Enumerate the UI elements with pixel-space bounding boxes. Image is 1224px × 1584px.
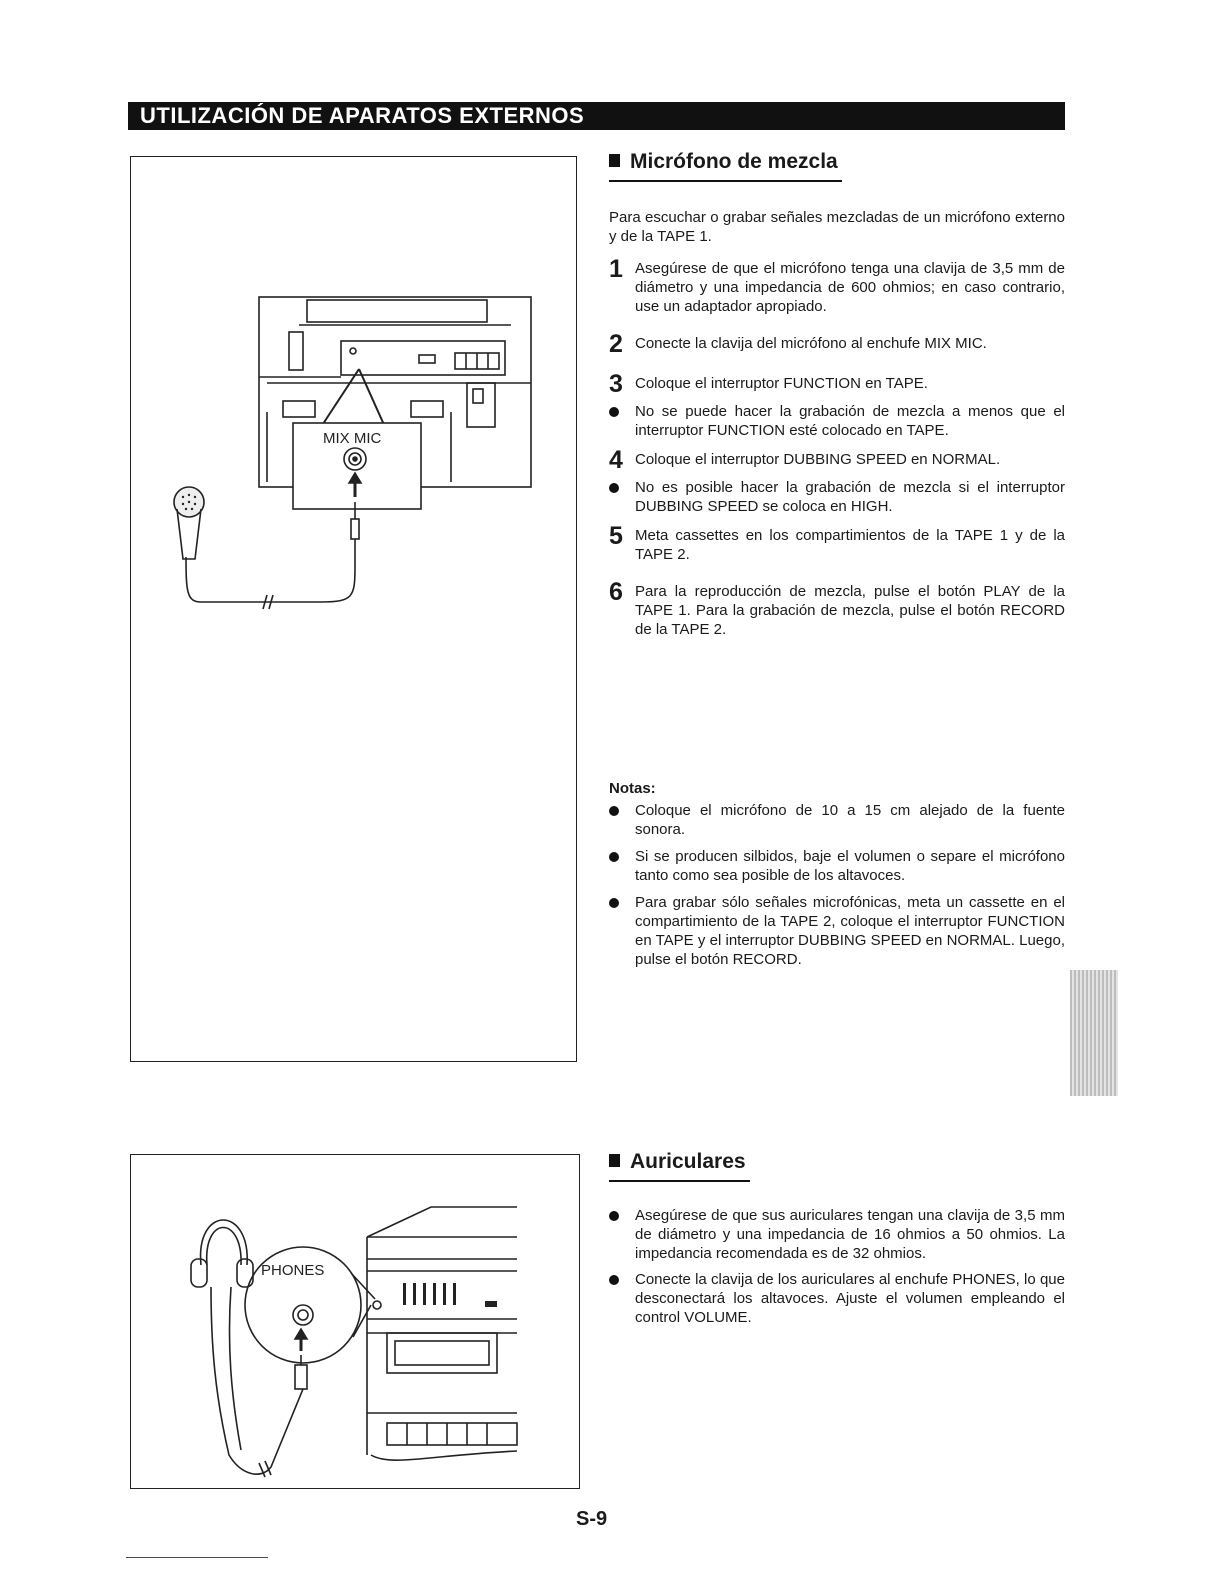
phones-item xyxy=(609,1206,1065,1263)
phones-section-title xyxy=(609,1150,750,1182)
notes-block xyxy=(609,780,1065,969)
note-item xyxy=(609,801,1065,839)
headphones-connection-figure xyxy=(130,1154,580,1489)
step-number: 3 xyxy=(609,370,623,398)
step-5 xyxy=(609,524,1065,564)
section-header-bar xyxy=(128,102,1065,130)
step-text: Conecte la clavija del micrófono al enchufe MIX MIC. xyxy=(635,335,987,352)
footer-rule xyxy=(126,1557,268,1558)
bullet-dot-icon xyxy=(609,1206,635,1263)
mic-intro-text: Para escuchar o grabar señales mezcladas de un micrófono externo y de la TAPE 1. xyxy=(609,209,1065,245)
step-text: Meta cassettes en los compartimientos de la TAPE 1 y de la TAPE 2. xyxy=(635,527,1065,563)
mic-section-title-text: Micrófono de mezcla xyxy=(630,150,838,173)
step-text: Para la reproducción de mezcla, pulse el botón PLAY de la TAPE 1. Para la grabación de mezcla, pulse el botón RECORD de la TAPE 2. xyxy=(635,583,1065,638)
step-text: Asegúrese de que el micrófono tenga una clavija de 3,5 mm de diámetro y una impedancia de 600 ohmios; en caso contrario, use un adaptador apropiado. xyxy=(635,260,1065,315)
bullet-dot-icon xyxy=(609,1270,635,1327)
note-item xyxy=(609,893,1065,969)
step-number: 4 xyxy=(609,446,623,474)
step-4-note xyxy=(609,478,1065,516)
note-text: No es posible hacer la grabación de mezcla si el interruptor DUBBING SPEED se coloca en HIGH. xyxy=(635,479,1065,515)
bullet-dot-icon xyxy=(609,402,635,440)
phones-item-text: Conecte la clavija de los auriculares al enchufe PHONES, lo que desconectará los altavoces. Ajuste el volumen empleando el control VOLUME. xyxy=(635,1271,1065,1326)
step-6 xyxy=(609,580,1065,639)
mix-mic-label: MIX MIC xyxy=(323,430,382,447)
step-number: 1 xyxy=(609,255,623,283)
phones-item-text: Asegúrese de que sus auriculares tengan una clavija de 3,5 mm de diámetro y una impedancia de 16 ohmios a 50 ohmios. La impedancia recomendada es de 32 ohmios. xyxy=(635,1207,1065,1262)
notes-label: Notas: xyxy=(609,780,656,797)
step-2 xyxy=(609,332,1065,356)
section-header-title: UTILIZACIÓN DE APARATOS EXTERNOS xyxy=(140,103,585,128)
step-text: Coloque el interruptor FUNCTION en TAPE. xyxy=(635,375,928,392)
note-item xyxy=(609,847,1065,885)
bullet-dot-icon xyxy=(609,801,635,839)
step-3-note xyxy=(609,402,1065,440)
phones-label: PHONES xyxy=(261,1262,325,1279)
mic-section-title xyxy=(609,150,842,182)
step-4 xyxy=(609,448,1065,472)
phones-section-title-text: Auriculares xyxy=(630,1150,746,1173)
step-1 xyxy=(609,257,1065,316)
page-number: S-9 xyxy=(576,1508,608,1530)
bullet-dot-icon xyxy=(609,847,635,885)
bullet-dot-icon xyxy=(609,478,635,516)
step-number: 6 xyxy=(609,578,623,606)
mic-connection-illustration xyxy=(131,157,578,1063)
square-bullet-icon xyxy=(609,1154,620,1167)
phones-item xyxy=(609,1270,1065,1327)
bullet-dot-icon xyxy=(609,893,635,969)
mic-mix-section xyxy=(609,150,1065,639)
step-number: 2 xyxy=(609,330,623,358)
headphones-connection-illustration xyxy=(131,1155,581,1490)
headphones-section xyxy=(609,1150,1065,1327)
step-number: 5 xyxy=(609,522,623,550)
phones-bullet-list xyxy=(609,1206,1065,1327)
page-edge-index-tab xyxy=(1070,970,1118,1096)
note-text: Coloque el micrófono de 10 a 15 cm alejado de la fuente sonora. xyxy=(635,802,1065,838)
note-text: No se puede hacer la grabación de mezcla a menos que el interruptor FUNCTION esté colocado en TAPE. xyxy=(635,403,1065,439)
step-3 xyxy=(609,372,1065,396)
note-text: Si se producen silbidos, baje el volumen o separe el micrófono tanto como sea posible de los altavoces. xyxy=(635,848,1065,884)
step-text: Coloque el interruptor DUBBING SPEED en NORMAL. xyxy=(635,451,1001,468)
square-bullet-icon xyxy=(609,154,620,167)
mic-connection-figure xyxy=(130,156,577,1062)
note-text: Para grabar sólo señales microfónicas, meta un cassette en el compartimiento de la TAPE 2, coloque el interruptor FUNCTION en TAPE y el interruptor DUBBING SPEED en NORMAL. Luego, pulse el botón RECORD. xyxy=(635,894,1065,968)
mic-jack-small-icon xyxy=(350,348,356,354)
